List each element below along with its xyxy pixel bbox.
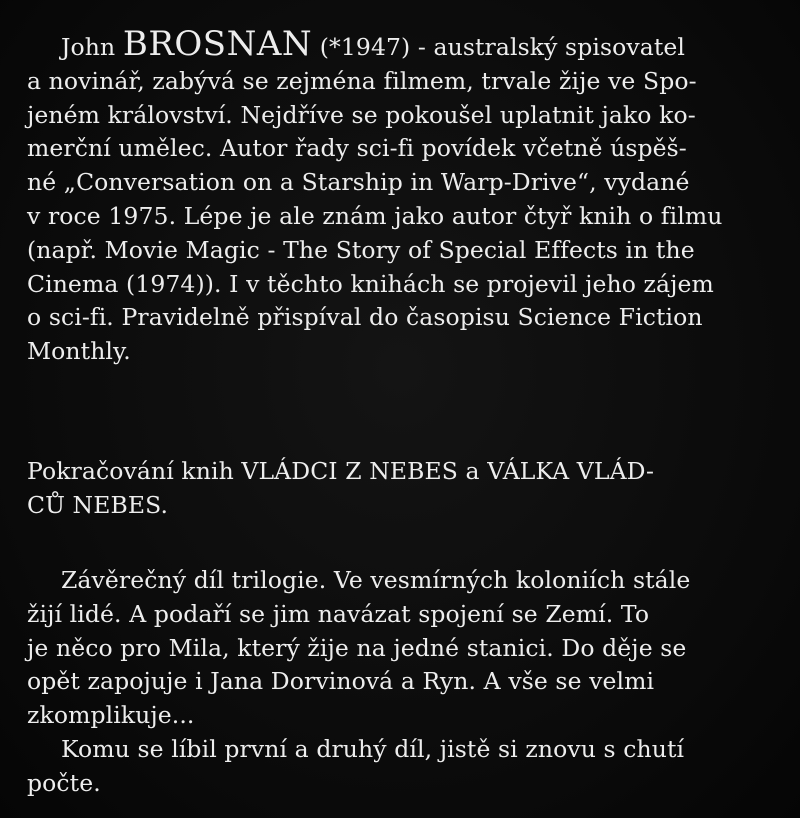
author-last-name: BROSNAN — [122, 24, 313, 64]
blurb-line — [27, 564, 772, 598]
series-note — [27, 455, 772, 523]
bio-line: Monthly. — [27, 337, 131, 366]
bio-line: merční umělec. Autor řady sci-fi povídek včetně úspěš- — [27, 134, 687, 163]
bio-line: né „Conversation on a Starship in Warp-Drive“, vydané — [27, 168, 690, 197]
blurb-line: je něco pro Mila, který žije na jedné stanici. Do děje se — [27, 633, 687, 662]
book-blurb — [27, 564, 772, 733]
blurb-line: zkomplikuje... — [27, 701, 195, 730]
bio-line: v roce 1975. Lépe je ale znám jako autor čtyř knih o filmu — [27, 201, 723, 230]
closing-line — [27, 733, 772, 767]
closing-line-text: Komu se líbil první a druhý díl, jistě si znovu s chutí — [61, 735, 685, 763]
author-first-name: John — [61, 33, 116, 61]
series-line: CŮ NEBES. — [27, 490, 169, 519]
blurb-line: žijí lidé. A podaří se jim navázat spojení se Zemí. To — [27, 599, 650, 628]
closing-line: počte. — [27, 768, 101, 797]
bio-line-text: (*1947) - australský spisovatel — [319, 33, 686, 61]
bio-line — [27, 24, 772, 65]
bio-line: jeném království. Nejdříve se pokoušel uplatnit jako ko- — [27, 100, 696, 129]
bio-line: a novinář, zabývá se zejména filmem, trvale žije ve Spo- — [27, 66, 697, 95]
bio-line: o sci-fi. Pravidelně přispíval do časopisu Science Fiction — [27, 303, 703, 332]
blurb-line: opět zapojuje i Jana Dorvinová a Ryn. A vše se velmi — [27, 667, 655, 696]
bio-line: (např. Movie Magic - The Story of Special Effects in the — [27, 235, 695, 264]
closing-note — [27, 733, 772, 801]
bio-line: Cinema (1974)). I v těchto knihách se projevil jeho zájem — [27, 269, 714, 298]
series-line: Pokračování knih VLÁDCI Z NEBES a VÁLKA VLÁD- — [27, 457, 655, 485]
author-bio — [27, 24, 772, 369]
blurb-line-text: Závěrečný díl trilogie. Ve vesmírných koloniích stále — [61, 566, 691, 594]
